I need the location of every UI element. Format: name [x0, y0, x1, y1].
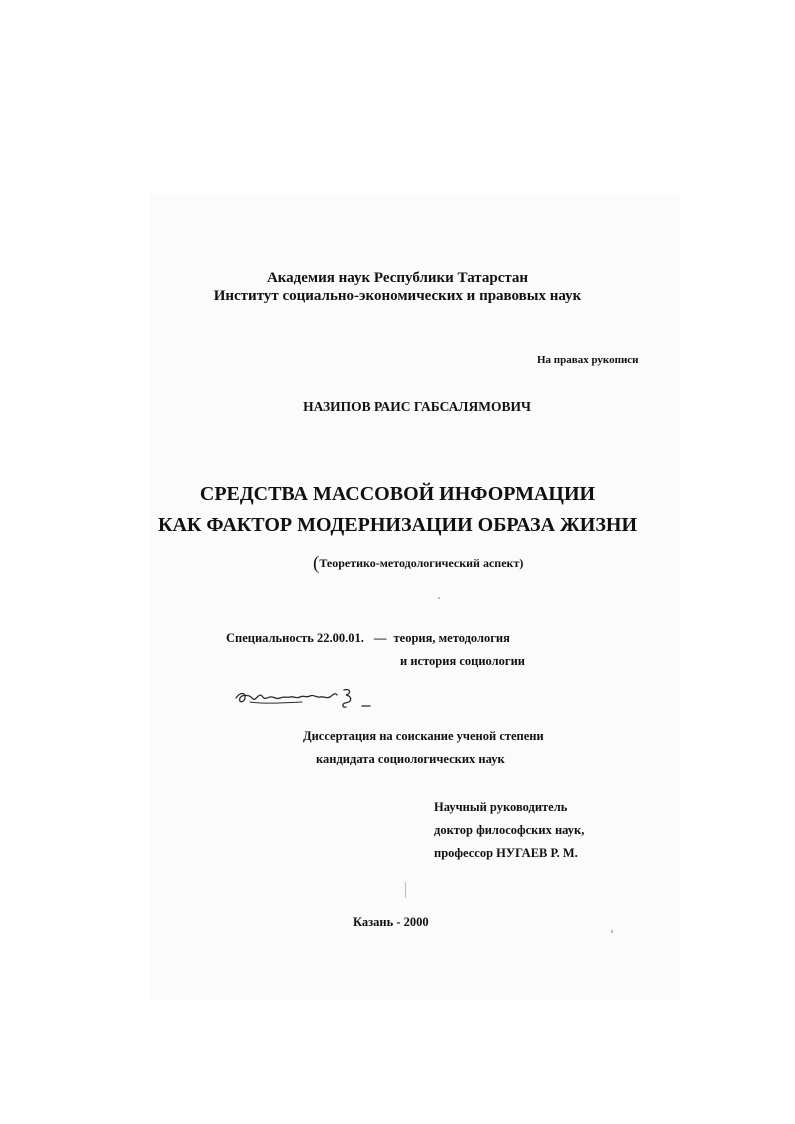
- scan-speck: [405, 882, 406, 898]
- specialty-field-1: теория, методология: [393, 631, 510, 645]
- scanned-page-area: [150, 195, 680, 1000]
- scan-speck: [438, 597, 440, 599]
- dissertation-line-1: Диссертация на соискание ученой степени: [303, 729, 544, 743]
- scan-speck: [611, 930, 613, 933]
- subtitle: [313, 553, 523, 575]
- supervisor-role: Научный руководитель: [434, 800, 568, 814]
- specialty-label: Специальность 22.00.01.: [226, 631, 364, 645]
- supervisor-degree: доктор философских наук,: [434, 823, 585, 837]
- organization-name: Академия наук Республики Татарстан: [266, 270, 529, 286]
- specialty-field-2: и история социологии: [400, 654, 525, 668]
- handwritten-signature: [232, 684, 382, 712]
- subtitle-text: Теоретико-методологический аспект): [319, 556, 524, 570]
- manuscript-rights-note: На правах рукописи: [537, 354, 639, 366]
- supervisor-name: профессор НУГАЕВ Р. М.: [434, 846, 578, 860]
- specialty-line-1: [226, 631, 510, 646]
- subtitle-open-paren: (: [313, 553, 320, 574]
- institute-name: Институт социально-экономических и правовых наук: [213, 288, 582, 304]
- title-line-2: КАК ФАКТОР МОДЕРНИЗАЦИИ ОБРАЗА ЖИЗНИ: [157, 514, 638, 536]
- author-name: НАЗИПОВ РАИС ГАБСАЛЯМОВИЧ: [303, 399, 531, 414]
- specialty-dash: —: [373, 631, 387, 645]
- title-line-1: СРЕДСТВА МАССОВОЙ ИНФОРМАЦИИ: [199, 483, 596, 505]
- dissertation-line-2: кандидата социологических наук: [316, 752, 505, 766]
- city-year: Казань - 2000: [353, 915, 429, 929]
